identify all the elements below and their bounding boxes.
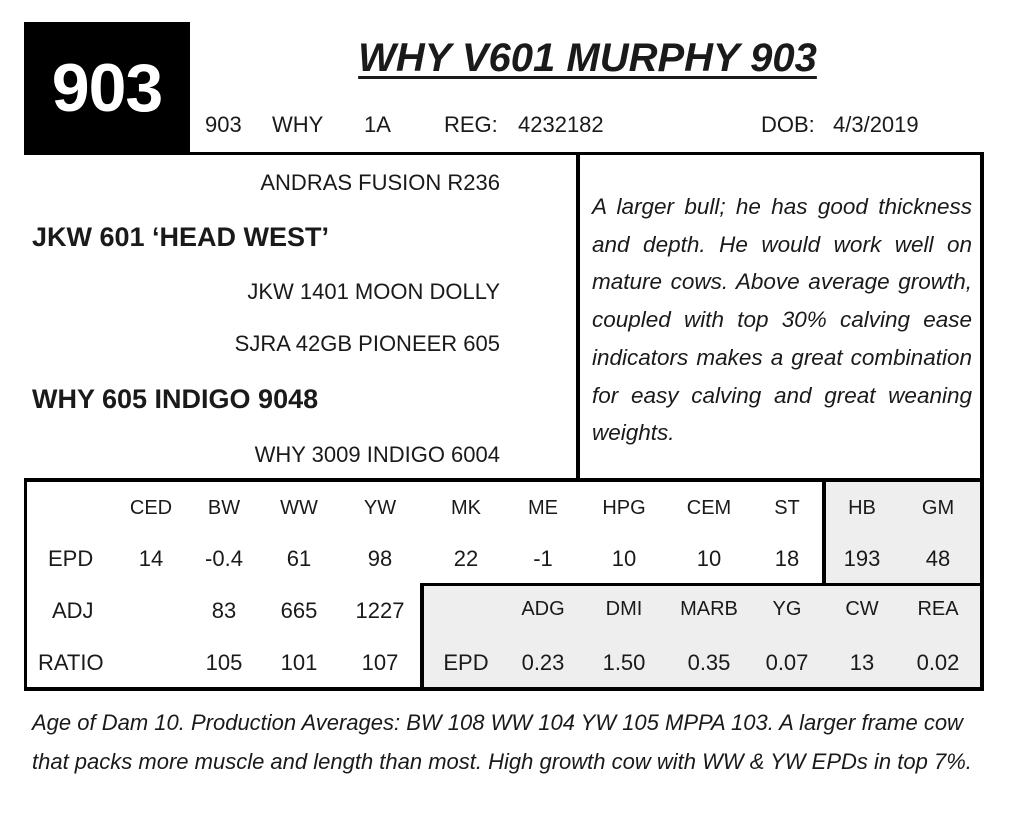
epd-value: 10: [696, 546, 722, 571]
dob-label: DOB:: [761, 112, 815, 137]
adj-value: 1227: [355, 598, 405, 623]
adj-value: 665: [280, 598, 318, 623]
epd-value: 14: [138, 546, 164, 571]
carcass-header: CW: [845, 598, 879, 620]
pedigree-top-rule: [24, 152, 984, 155]
epd-header: BW: [207, 497, 241, 519]
carcass-header: DMI: [605, 598, 643, 620]
dam-production-note: Age of Dam 10. Production Averages: BW 108 WW 104 YW 105 MPPA 103. A larger frame cow that packs more muscle and length than most. High growth cow with WW & YW EPDs in top 7%.: [32, 710, 972, 774]
carcass-left-border: [420, 583, 424, 691]
pedigree-sire-dam: JKW 1401 MOON DOLLY: [247, 279, 500, 304]
pedigree-sire-sire: ANDRAS FUSION R236: [260, 170, 500, 195]
epd-value: 98: [367, 546, 393, 571]
adj-value: 83: [211, 598, 237, 623]
index-header: GM: [921, 497, 955, 519]
index-header: HB: [848, 497, 876, 519]
carcass-header: REA: [917, 598, 959, 620]
reg-label: REG:: [444, 112, 498, 137]
epd-value: -0.4: [205, 546, 243, 571]
carcass-row-label: EPD: [443, 650, 489, 675]
epd-header: MK: [451, 497, 481, 519]
ratio-value: 107: [361, 650, 399, 675]
epd-table-left-border: [24, 478, 27, 691]
reg-number: 4232182: [518, 112, 604, 137]
pedigree-dam-sire: SJRA 42GB PIONEER 605: [234, 331, 500, 356]
epd-header: CEM: [686, 497, 732, 519]
epd-value: 22: [453, 546, 479, 571]
herd-prefix: WHY: [272, 112, 324, 137]
animal-name: [190, 36, 985, 81]
animal-name-text: WHY V601 MURPHY 903: [358, 36, 817, 80]
epd-header: YW: [363, 497, 397, 519]
carcass-header: MARB: [680, 598, 738, 620]
epd-value: 18: [774, 546, 800, 571]
carcass-header: YG: [772, 598, 802, 620]
dob-value: 4/3/2019: [833, 112, 919, 137]
epd-header: ME: [528, 497, 558, 519]
carcass-value: 0.23: [521, 650, 565, 675]
epd-value: -1: [533, 546, 553, 571]
carcass-header: ADG: [521, 598, 565, 620]
epd-row-label: EPD: [48, 546, 94, 571]
ratio-row-label: RATIO: [38, 650, 104, 675]
epd-header: HPG: [602, 497, 646, 519]
carcass-top-rule: [420, 583, 984, 586]
bull-description: A larger bull; he has good thickness and depth. He would work well on mature cows. Above average growth, coupled with top 30% calving ease indicators makes a great combination for easy calving and great weaning weights.: [592, 194, 972, 446]
epd-table-top-rule: [24, 478, 984, 482]
tattoo: 903: [205, 112, 242, 137]
pedigree-dam: WHY 605 INDIGO 9048: [32, 384, 319, 414]
epd-table-bottom-rule: [24, 687, 984, 691]
epd-value: 10: [611, 546, 637, 571]
epd-header: WW: [280, 497, 318, 519]
carcass-value: 0.35: [687, 650, 731, 675]
lot-number: 903: [24, 22, 190, 154]
carcass-value: 0.07: [765, 650, 809, 675]
epd-header: CED: [129, 497, 173, 519]
code: 1A: [364, 112, 391, 137]
pedigree-sire: JKW 601 ‘HEAD WEST’: [32, 222, 330, 252]
carcass-value: 1.50: [602, 650, 646, 675]
description-right-border: [980, 152, 984, 482]
index-value: 193: [843, 546, 881, 571]
ratio-value: 101: [280, 650, 318, 675]
pedigree-dam-dam: WHY 3009 INDIGO 6004: [254, 442, 500, 467]
ratio-value: 105: [205, 650, 243, 675]
carcass-value: 13: [849, 650, 875, 675]
pedigree-divider: [576, 152, 580, 478]
carcass-value: 0.02: [916, 650, 960, 675]
epd-value: 61: [286, 546, 312, 571]
adj-row-label: ADJ: [52, 598, 94, 623]
epd-header: ST: [774, 497, 800, 519]
index-value: 48: [925, 546, 951, 571]
